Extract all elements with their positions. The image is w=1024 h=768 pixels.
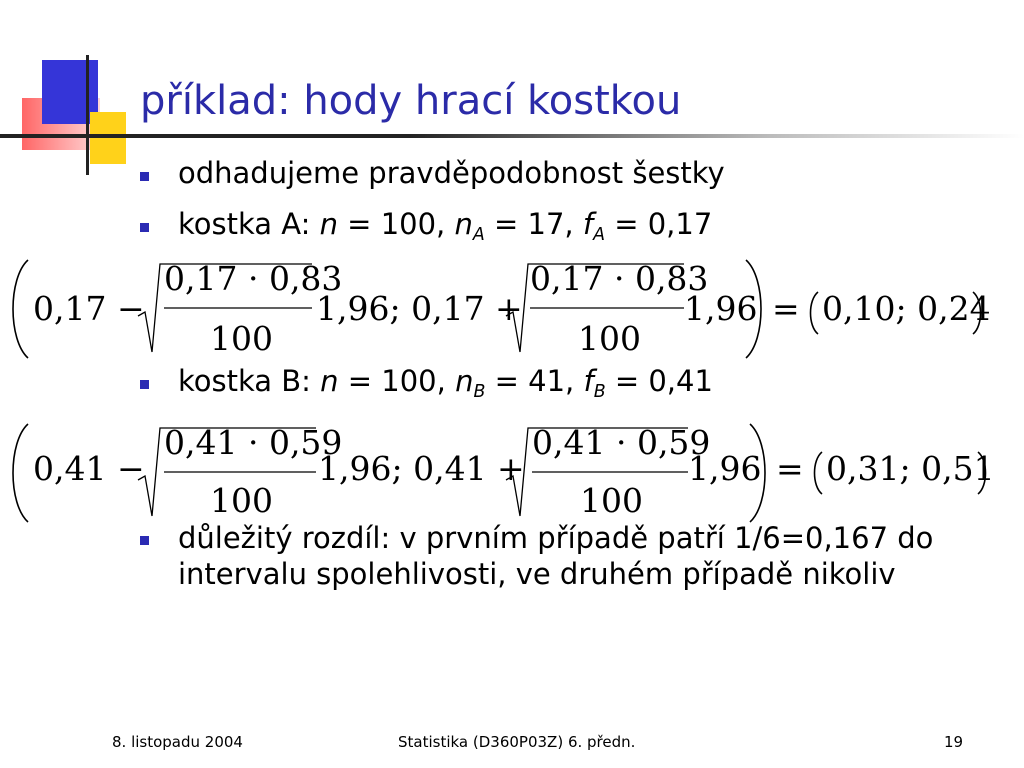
sub-A: A xyxy=(472,225,485,246)
eq-n: = 100, xyxy=(337,207,455,241)
formula-numerator-1: 0,17 · 0,83 xyxy=(164,259,343,298)
formula-numerator-2: 0,41 · 0,59 xyxy=(532,423,711,462)
footer-date: 8. listopadu 2004 xyxy=(112,733,243,751)
formula-middle-term: 1,96; 0,41 + xyxy=(318,449,525,488)
sub-A: A xyxy=(593,225,605,246)
bullet-marker-icon xyxy=(140,223,149,232)
confidence-interval-formula-a xyxy=(0,254,1024,364)
eq-n: = 100, xyxy=(338,364,456,398)
formula-result: 0,10; 0,24 xyxy=(822,289,991,328)
formula-denominator-1: 100 xyxy=(210,481,273,520)
footer-course: Statistika (D360P03Z) 6. předn. xyxy=(398,733,636,751)
var-fB: f xyxy=(583,364,594,398)
die-label: kostka A: xyxy=(178,207,320,241)
bullet-text xyxy=(178,364,713,410)
formula-result: 0,31; 0,51 xyxy=(826,449,995,488)
bullet-text: odhadujeme pravděpodobnost šestky xyxy=(178,156,725,190)
logo-yellow-square xyxy=(90,112,126,164)
formula-factor: 1,96 xyxy=(688,449,762,488)
var-fA: f xyxy=(582,207,594,241)
bullet-text: důležitý rozdíl: v prvním případě patří 1/6=0,167 do intervalu spolehlivosti, ve druhém případě nikoliv xyxy=(178,521,934,591)
var-nB: n xyxy=(455,364,474,398)
formula-left-term: 0,41 − xyxy=(33,449,145,488)
bullet-marker-icon xyxy=(140,536,149,545)
slide-title: příklad: hody hrací kostkou xyxy=(140,78,682,124)
eq-fA: = 0,17 xyxy=(605,207,713,241)
var-n: n xyxy=(319,207,338,241)
bullet-text xyxy=(178,207,712,253)
formula-left-term: 0,17 − xyxy=(33,289,145,328)
var-n: n xyxy=(320,364,339,398)
title-underline xyxy=(0,134,1024,138)
eq-nB: = 41, xyxy=(485,364,584,398)
logo-vertical-line xyxy=(86,55,89,175)
eq-nA: = 17, xyxy=(484,207,583,241)
sub-B: B xyxy=(593,382,606,403)
die-label: kostka B: xyxy=(178,364,321,398)
formula-numerator-2: 0,17 · 0,83 xyxy=(530,259,709,298)
formula-middle-term: 1,96; 0,17 + xyxy=(316,289,523,328)
footer-page-number: 19 xyxy=(944,733,964,751)
formula-denominator-2: 100 xyxy=(580,481,643,520)
formula-equals: = xyxy=(776,449,804,488)
bullet-marker-icon xyxy=(140,172,149,181)
sub-B: B xyxy=(473,382,486,403)
eq-fB: = 0,41 xyxy=(605,364,713,398)
formula-equals: = xyxy=(772,289,800,328)
var-nA: n xyxy=(454,207,473,241)
formula-denominator-1: 100 xyxy=(210,319,273,358)
bullet-marker-icon xyxy=(140,380,149,389)
formula-numerator-1: 0,41 · 0,59 xyxy=(164,423,343,462)
confidence-interval-formula-b xyxy=(0,418,1024,528)
formula-denominator-2: 100 xyxy=(578,319,641,358)
formula-factor: 1,96 xyxy=(684,289,758,328)
